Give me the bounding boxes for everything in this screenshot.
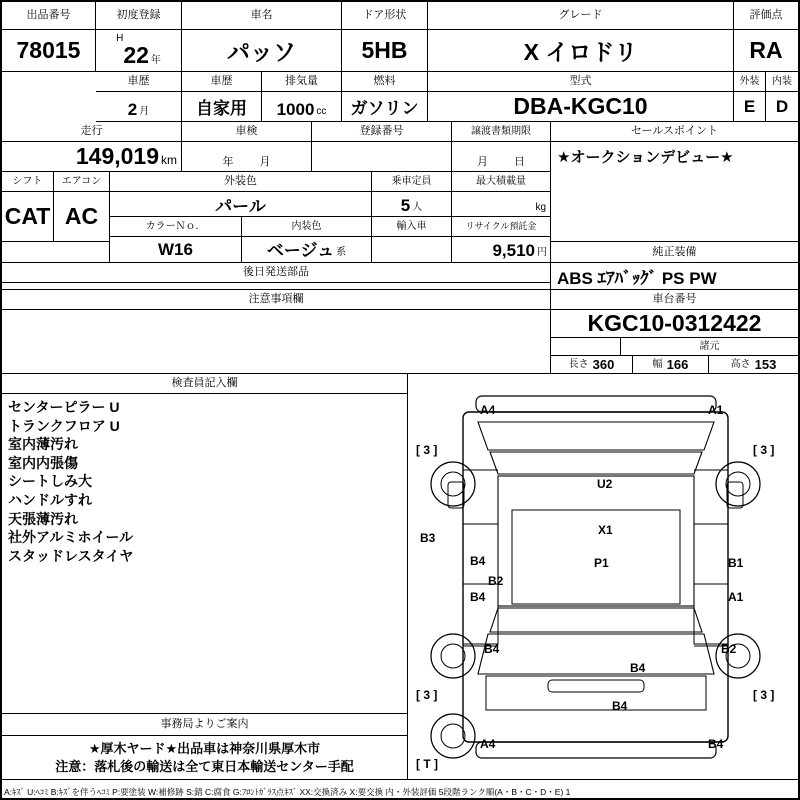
first-reg-label: 初度登録: [116, 9, 161, 22]
damage-mark: B3: [420, 531, 436, 545]
seats-unit: 人: [412, 202, 423, 213]
color-no-label: カラーＮｏ．: [145, 221, 206, 232]
history-month-unit: 月: [139, 106, 150, 117]
inspection-list: [2, 394, 408, 714]
damage-mark: A1: [728, 590, 744, 604]
history-month-cell: [96, 92, 182, 122]
import-label: 輸入車: [396, 221, 427, 232]
interior-label: 内装: [772, 76, 792, 87]
office-label-cell: [2, 714, 408, 736]
transfer-value-cell: [452, 142, 551, 172]
color-no-label-cell: [110, 217, 242, 237]
ac-value: AC: [64, 203, 99, 229]
transfer-month-unit: 月: [477, 156, 488, 168]
inspection-title: 検査員記入欄: [171, 377, 238, 390]
seats-value-cell: [372, 192, 452, 217]
grade-label: グレード: [558, 9, 603, 22]
lot-no-label-cell: [2, 2, 96, 30]
damage-mark: U2: [597, 477, 613, 491]
interior-grade: D: [775, 96, 789, 116]
diagram-mark-layer: [408, 374, 798, 780]
recycle-value: 9,510: [492, 241, 535, 260]
first-reg-year: 22: [123, 42, 149, 68]
fuel-value: ガソリン: [350, 99, 419, 118]
ext-color-value: パール: [215, 196, 266, 216]
ac-label-cell: [54, 172, 110, 192]
chassis-label-cell: [551, 290, 798, 310]
history-value: 自家用: [196, 99, 247, 118]
history-month: 2: [127, 100, 138, 119]
damage-mark: B4: [612, 699, 628, 713]
notes-label: 注意事項欄: [248, 293, 304, 306]
office-note-line2: 注意：落札後の輸送は全て東日本輸送センター手配: [55, 758, 354, 774]
rating-value: RA: [749, 37, 783, 63]
displacement-label-cell: [262, 72, 342, 92]
history-value-cell: [182, 92, 262, 122]
ext-color-value-cell: [110, 192, 372, 217]
car-name-value-cell: [182, 30, 342, 72]
damage-mark: X1: [598, 523, 613, 537]
lot-no-label: 出品番号: [26, 9, 71, 22]
hist-type-label-cell: [182, 72, 262, 92]
inspection-item: 社外アルミホイール: [8, 529, 134, 546]
dimensions-label: 諸元: [699, 341, 720, 352]
chassis-value-cell: [551, 310, 798, 338]
reg-no-label-cell: [312, 122, 452, 142]
seats-label: 乗車定員: [391, 176, 432, 187]
max-load-label-cell: [452, 172, 551, 192]
height-value: 153: [754, 357, 777, 372]
equipment-value: ABS ｴｱﾊﾞｯｸﾞ PS PW: [557, 268, 717, 288]
office-label: 事務局よりご案内: [160, 718, 249, 731]
fuel-label-cell: [342, 72, 428, 92]
interior-label-cell: [766, 72, 798, 92]
shaken-value-cell: [182, 142, 312, 172]
seats-value: 5: [400, 196, 411, 215]
mileage-unit: km: [161, 153, 177, 167]
dimensions-label-cell: [621, 338, 798, 356]
door-value-cell: [342, 30, 428, 72]
mileage-label-cell: [2, 122, 182, 142]
mileage-value: 149,019: [75, 143, 159, 169]
door-label-cell: [342, 2, 428, 30]
hist-type-label: 車歴: [210, 75, 233, 88]
chassis-label: 車台番号: [652, 293, 697, 306]
displacement-value: 1000: [276, 100, 315, 119]
fuel-label: 燃料: [373, 75, 396, 88]
exterior-label-cell: [734, 72, 766, 92]
recycle-value-cell: [452, 237, 551, 263]
damage-mark: [ 3 ]: [753, 688, 775, 702]
damage-mark: B2: [721, 642, 737, 656]
rating-label: 評価点: [749, 9, 783, 22]
later-ship-spacer: [2, 242, 110, 263]
inspection-item: 天張薄汚れ: [8, 510, 78, 527]
first-reg-era: H: [116, 33, 124, 44]
inspection-item: 室内薄汚れ: [8, 436, 78, 453]
int-color-suffix: 系: [336, 247, 347, 258]
model-label-cell: [428, 72, 734, 92]
dimensions-spacer: [551, 338, 621, 356]
office-note-line1: ★厚木ヤード★出品車は神奈川県厚木市: [88, 740, 321, 756]
shift-label-cell: [2, 172, 54, 192]
damage-mark: B4: [708, 737, 724, 751]
damage-code-legend: A:ｷｽﾞ U:ﾍｺﾐ B:ｷｽﾞを伴うﾍｺﾐ P:要塗装 W:補修跡 S:錆 C:腐食 G:ﾌﾛﾝﾄｶﾞﾗｽ点ｷｽﾞ XX:交換済み X:要交換 内・外装評価 5段階ランク順(A・B・C・D・E) 1: [4, 786, 571, 797]
ac-label: エアコン: [61, 176, 102, 187]
exterior-grade: E: [743, 96, 756, 116]
max-load-unit: kg: [535, 202, 546, 213]
max-load-label: 最大積載量: [476, 176, 526, 187]
ext-color-label-cell: [110, 172, 372, 192]
door-label: ドア形状: [362, 9, 407, 22]
model-label: 型式: [569, 75, 592, 88]
damage-mark: B4: [470, 590, 486, 604]
interior-grade-cell: [766, 92, 798, 122]
sales-point-value: ★オークションデビュー★: [557, 149, 734, 166]
int-color-value: ベージュ: [266, 241, 335, 260]
history-label-cell: [96, 72, 182, 92]
damage-mark: A4: [480, 403, 496, 417]
recycle-unit: 円: [537, 247, 547, 258]
width-label: 幅: [652, 359, 663, 370]
reg-no-value-cell: [312, 142, 452, 172]
displacement-label: 排気量: [285, 75, 318, 88]
damage-mark: B4: [484, 642, 500, 656]
transfer-label: 譲渡書類期限: [471, 126, 531, 137]
car-name-label: 車名: [250, 9, 273, 22]
inspection-title-cell: [2, 374, 408, 394]
lot-no-value-cell: [2, 30, 96, 72]
damage-mark: [ T ]: [416, 757, 438, 771]
mileage-label: 走行: [80, 125, 103, 138]
recycle-label-cell: [452, 217, 551, 237]
first-reg-value-cell: [96, 30, 182, 72]
office-notes-cell: [2, 736, 408, 780]
shift-label: シフト: [12, 176, 43, 187]
grade-label-cell: [428, 2, 734, 30]
shaken-month-unit: 月: [259, 156, 271, 168]
fuel-value-cell: [342, 92, 428, 122]
first-reg-label-cell: [96, 2, 182, 30]
chassis-value: KGC10-0312422: [587, 310, 762, 336]
equipment-value-cell: [551, 263, 798, 290]
length-value: 360: [592, 357, 615, 372]
int-color-label-cell: [242, 217, 372, 237]
rating-label-cell: [734, 2, 798, 30]
ext-color-label: 外装色: [224, 175, 257, 188]
rating-value-cell: [734, 30, 798, 72]
ac-value-cell: [54, 192, 110, 242]
model-value: DBA-KGC10: [513, 93, 648, 119]
damage-diagram-panel: [408, 374, 798, 780]
width-cell: [633, 356, 709, 374]
length-cell: [551, 356, 633, 374]
equipment-label: 純正装備: [652, 245, 697, 258]
inspection-item: 室内内張傷: [8, 454, 78, 471]
color-no-value: W16: [158, 239, 193, 259]
max-load-value-cell: [452, 192, 551, 217]
model-value-cell: [428, 92, 734, 122]
car-name-value: パッソ: [227, 39, 296, 65]
displacement-value-cell: [262, 92, 342, 122]
transfer-label-cell: [452, 122, 551, 142]
inspection-item: トランクフロア U: [8, 417, 120, 434]
sales-point-label: セールスポイント: [630, 125, 718, 138]
damage-mark: B1: [728, 556, 744, 570]
height-cell: [709, 356, 798, 374]
equipment-label-cell: [551, 242, 798, 263]
reg-no-label: 登録番号: [359, 125, 404, 138]
import-label-cell: [372, 217, 452, 237]
int-color-value-cell: [242, 237, 372, 263]
lot-no-value: 78015: [16, 37, 81, 63]
damage-mark: P1: [594, 556, 609, 570]
notes-value-cell: [2, 310, 551, 374]
mileage-value-cell: [2, 142, 182, 172]
later-ship-label: 後日発送部品: [243, 266, 309, 279]
sales-point-label-cell: [551, 122, 798, 142]
shaken-year-unit: 年: [222, 156, 234, 168]
grade-value: X イロドリ: [523, 39, 638, 65]
width-value: 166: [666, 357, 689, 372]
transfer-day-unit: 日: [514, 156, 525, 168]
history-label: 車歴: [127, 75, 150, 88]
seats-label-cell: [372, 172, 452, 192]
damage-mark: A1: [708, 403, 724, 417]
recycle-label: リサイクル預託金: [465, 220, 537, 231]
shift-value: CAT: [4, 203, 51, 229]
inspection-item: ハンドルすれ: [8, 492, 92, 509]
notes-label-cell: [2, 290, 551, 310]
displacement-unit: cc: [316, 106, 327, 117]
import-value-cell: [372, 237, 452, 263]
damage-mark: [ 3 ]: [753, 443, 775, 457]
color-no-value-cell: [110, 237, 242, 263]
exterior-label: 外装: [739, 76, 760, 87]
int-color-label: 内装色: [291, 221, 322, 232]
inspection-item: シートしみ大: [8, 473, 92, 490]
height-label: 高さ: [730, 359, 751, 370]
shaken-label: 車検: [235, 125, 258, 138]
damage-mark: [ 3 ]: [416, 688, 438, 702]
inspection-item: センターピラー U: [8, 399, 120, 415]
car-name-label-cell: [182, 2, 342, 30]
damage-mark: [ 3 ]: [416, 443, 438, 457]
length-label: 長さ: [568, 359, 589, 370]
inspection-item: スタッドレスタイヤ: [8, 547, 134, 564]
shaken-label-cell: [182, 122, 312, 142]
shift-value-cell: [2, 192, 54, 242]
later-ship-value-cell: [2, 283, 551, 290]
damage-mark: B4: [470, 554, 486, 568]
first-reg-year-unit: 年: [150, 55, 161, 66]
sales-point-value-cell: [551, 142, 798, 242]
damage-mark: A4: [480, 737, 496, 751]
grade-value-cell: [428, 30, 734, 72]
damage-mark: B4: [630, 661, 646, 675]
door-value: 5HB: [361, 37, 408, 63]
exterior-grade-cell: [734, 92, 766, 122]
later-ship-label-cell: [2, 263, 551, 283]
damage-mark: B2: [488, 574, 504, 588]
